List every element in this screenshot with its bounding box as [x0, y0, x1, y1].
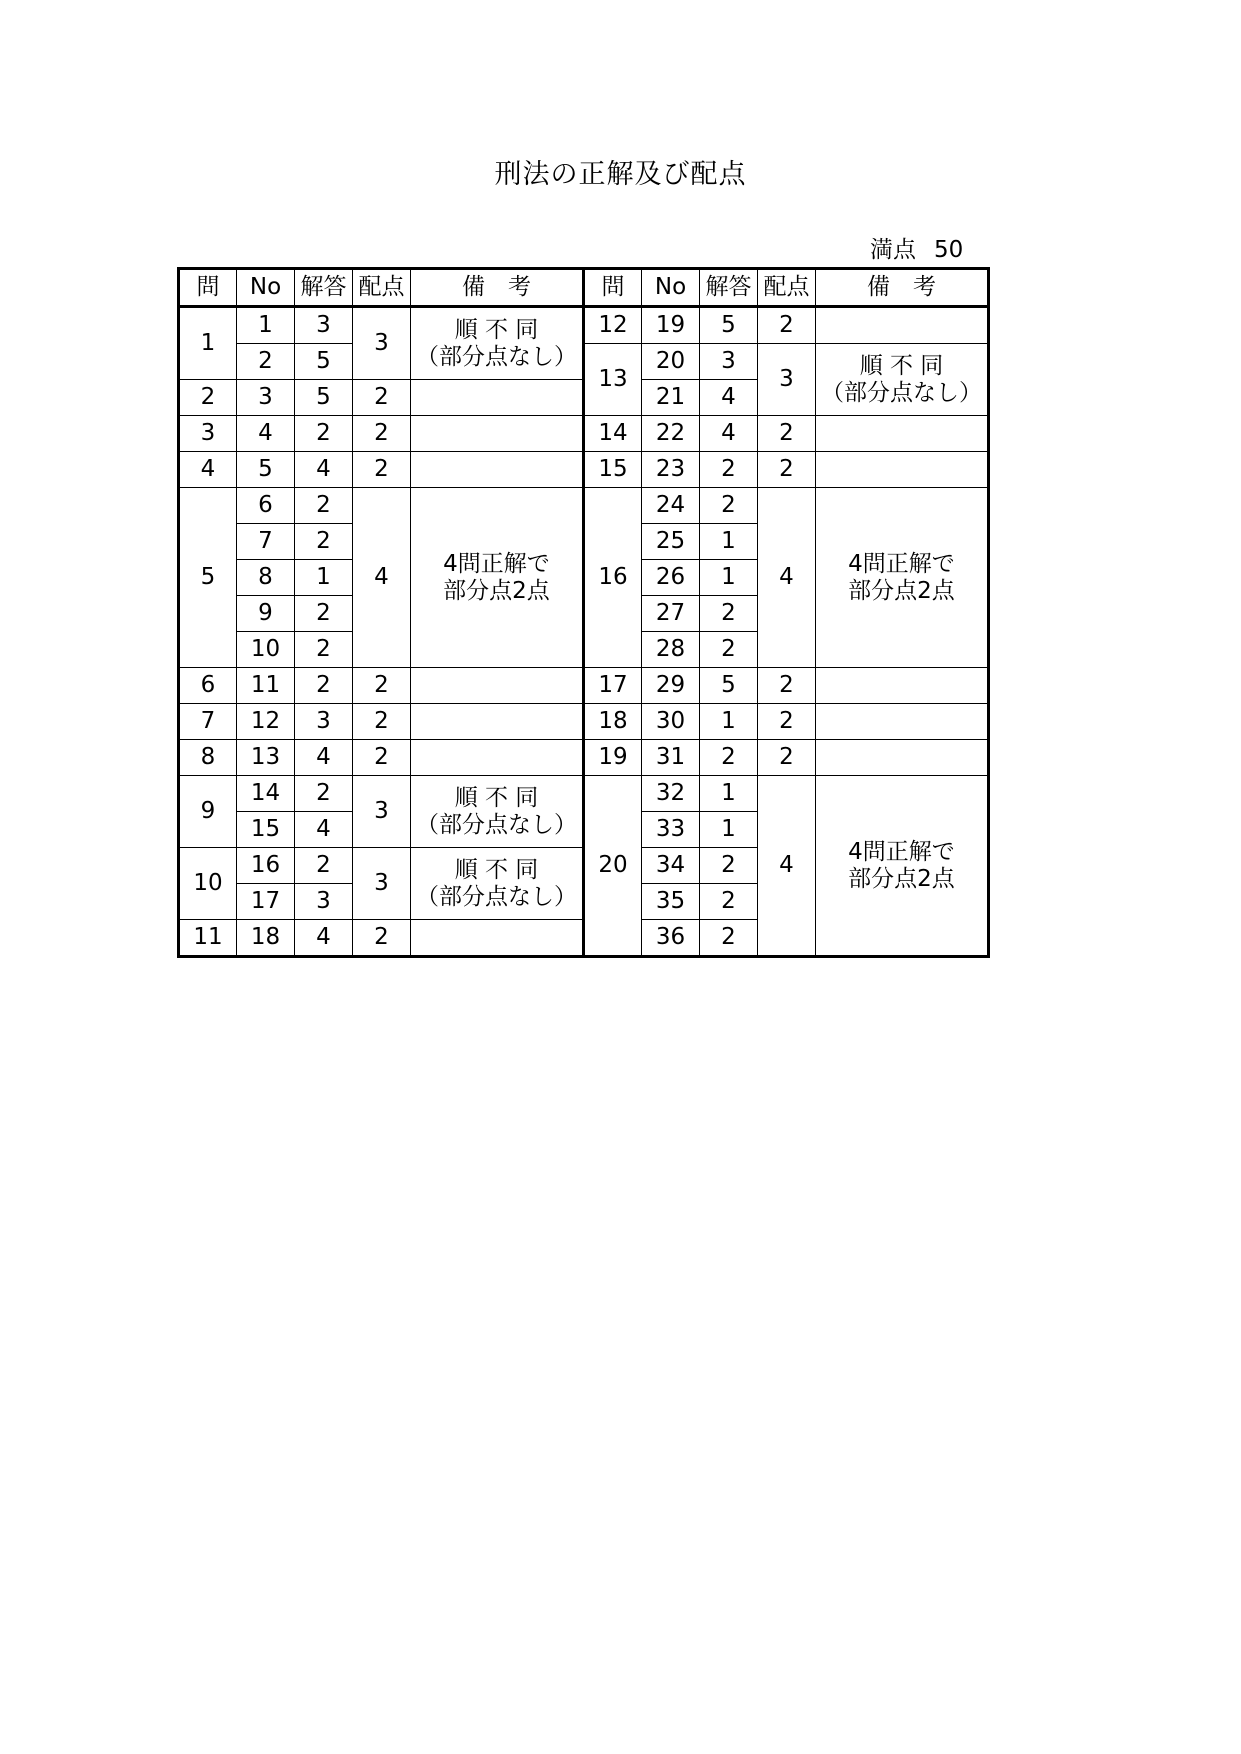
- answer-cell: 2: [700, 884, 758, 920]
- question-cell: 10: [179, 848, 237, 920]
- question-cell: 1: [179, 307, 237, 380]
- no-cell: 28: [642, 632, 700, 668]
- remark-line: （部分点なし）: [416, 883, 577, 910]
- no-cell: 31: [642, 740, 700, 776]
- remark-cell: [411, 488, 584, 668]
- answer-cell: 2: [295, 524, 353, 560]
- page-title: 刑法の正解及び配点: [494, 159, 747, 190]
- answer-cell: 2: [295, 776, 353, 812]
- answer-cell: 4: [295, 740, 353, 776]
- answer-cell: 4: [700, 380, 758, 416]
- answer-cell: 2: [295, 668, 353, 704]
- points-cell: 2: [758, 668, 816, 704]
- answer-cell: 4: [295, 920, 353, 957]
- points-cell: 4: [758, 776, 816, 957]
- remark-cell: [411, 740, 584, 776]
- question-cell: 13: [584, 344, 642, 416]
- header-question: 問: [179, 269, 237, 307]
- points-cell: 3: [758, 344, 816, 416]
- remark-line: 4問正解で: [443, 551, 550, 578]
- remark-cell: [816, 776, 989, 957]
- question-cell: 2: [179, 380, 237, 416]
- answer-cell: 2: [700, 740, 758, 776]
- remark-cell: [816, 307, 989, 344]
- no-cell: 17: [237, 884, 295, 920]
- remark-cell: [816, 668, 989, 704]
- points-cell: 2: [758, 307, 816, 344]
- points-cell: 3: [353, 307, 411, 380]
- full-score-value: 50: [934, 237, 964, 263]
- points-cell: 3: [353, 848, 411, 920]
- no-cell: 1: [237, 307, 295, 344]
- no-cell: 32: [642, 776, 700, 812]
- no-cell: 24: [642, 488, 700, 524]
- answer-cell: 2: [700, 488, 758, 524]
- remark-cell: [816, 488, 989, 668]
- no-cell: 36: [642, 920, 700, 957]
- no-cell: 14: [237, 776, 295, 812]
- header-no: No: [642, 269, 700, 307]
- answer-cell: 2: [700, 848, 758, 884]
- question-cell: 7: [179, 704, 237, 740]
- answer-cell: 4: [700, 416, 758, 452]
- no-cell: 4: [237, 416, 295, 452]
- remark-line: 順 不 同: [454, 317, 539, 344]
- remark-cell: [411, 452, 584, 488]
- remark-cell: [816, 704, 989, 740]
- answer-cell: 2: [295, 488, 353, 524]
- no-cell: 13: [237, 740, 295, 776]
- header-answer: 解答: [700, 269, 758, 307]
- points-cell: 2: [758, 416, 816, 452]
- table-row: [179, 740, 989, 776]
- header-remarks: 備 考: [411, 269, 584, 307]
- answer-cell: 3: [295, 704, 353, 740]
- question-cell: 18: [584, 704, 642, 740]
- answer-cell: 4: [295, 452, 353, 488]
- remark-cell: [816, 740, 989, 776]
- header-no: No: [237, 269, 295, 307]
- full-score: [870, 231, 963, 264]
- question-cell: 9: [179, 776, 237, 848]
- remark-line: 順 不 同: [454, 857, 539, 884]
- question-cell: 8: [179, 740, 237, 776]
- table-row: [179, 776, 989, 812]
- answer-cell: 1: [700, 560, 758, 596]
- remark-line: 4問正解で: [848, 839, 955, 866]
- header-question: 問: [584, 269, 642, 307]
- answer-cell: 2: [700, 920, 758, 957]
- no-cell: 8: [237, 560, 295, 596]
- remark-line: 4問正解で: [848, 551, 955, 578]
- no-cell: 22: [642, 416, 700, 452]
- answer-cell: 2: [295, 848, 353, 884]
- points-cell: 4: [353, 488, 411, 668]
- remark-line: 部分点2点: [848, 865, 955, 892]
- no-cell: 30: [642, 704, 700, 740]
- no-cell: 10: [237, 632, 295, 668]
- question-cell: 15: [584, 452, 642, 488]
- points-cell: 2: [353, 380, 411, 416]
- answer-cell: 5: [295, 344, 353, 380]
- answer-cell: 1: [295, 560, 353, 596]
- no-cell: 33: [642, 812, 700, 848]
- remark-line: （部分点なし）: [416, 811, 577, 838]
- answer-cell: 2: [700, 452, 758, 488]
- answer-table: [177, 267, 990, 958]
- remark-cell: [411, 920, 584, 957]
- no-cell: 20: [642, 344, 700, 380]
- answer-cell: 1: [700, 524, 758, 560]
- answer-cell: 2: [295, 416, 353, 452]
- points-cell: 2: [353, 668, 411, 704]
- table-row: [179, 488, 989, 524]
- points-cell: 4: [758, 488, 816, 668]
- no-cell: 18: [237, 920, 295, 957]
- question-cell: 6: [179, 668, 237, 704]
- answer-cell: 1: [700, 704, 758, 740]
- no-cell: 11: [237, 668, 295, 704]
- answer-cell: 2: [295, 632, 353, 668]
- no-cell: 26: [642, 560, 700, 596]
- remark-cell: [411, 848, 584, 920]
- answer-cell: 2: [295, 596, 353, 632]
- answer-cell: 2: [700, 596, 758, 632]
- header-points: 配点: [758, 269, 816, 307]
- answer-cell: 5: [700, 307, 758, 344]
- table-row: [179, 307, 989, 344]
- header-answer: 解答: [295, 269, 353, 307]
- table-row: [179, 704, 989, 740]
- question-cell: 16: [584, 488, 642, 668]
- remark-cell: [411, 704, 584, 740]
- remark-line: 部分点2点: [443, 577, 550, 604]
- no-cell: 15: [237, 812, 295, 848]
- header-points: 配点: [353, 269, 411, 307]
- remark-cell: [411, 416, 584, 452]
- answer-cell: 3: [700, 344, 758, 380]
- no-cell: 9: [237, 596, 295, 632]
- remark-line: 順 不 同: [859, 353, 944, 380]
- no-cell: 25: [642, 524, 700, 560]
- answer-cell: 4: [295, 812, 353, 848]
- no-cell: 29: [642, 668, 700, 704]
- remark-line: 順 不 同: [454, 785, 539, 812]
- question-cell: 4: [179, 452, 237, 488]
- full-score-label: 満点: [870, 237, 916, 263]
- question-cell: 17: [584, 668, 642, 704]
- no-cell: 6: [237, 488, 295, 524]
- no-cell: 34: [642, 848, 700, 884]
- answer-cell: 1: [700, 812, 758, 848]
- no-cell: 23: [642, 452, 700, 488]
- remark-line: 部分点2点: [848, 577, 955, 604]
- no-cell: 16: [237, 848, 295, 884]
- remark-cell: [411, 668, 584, 704]
- points-cell: 2: [353, 452, 411, 488]
- remark-line: （部分点なし）: [416, 343, 577, 370]
- points-cell: 2: [758, 452, 816, 488]
- table-row: [179, 452, 989, 488]
- points-cell: 2: [758, 704, 816, 740]
- question-cell: 20: [584, 776, 642, 957]
- remark-line: （部分点なし）: [821, 379, 982, 406]
- remark-cell: [816, 416, 989, 452]
- remark-cell: [411, 380, 584, 416]
- points-cell: 2: [353, 740, 411, 776]
- points-cell: 2: [353, 704, 411, 740]
- no-cell: 7: [237, 524, 295, 560]
- no-cell: 2: [237, 344, 295, 380]
- no-cell: 27: [642, 596, 700, 632]
- remark-cell: [816, 452, 989, 488]
- question-cell: 19: [584, 740, 642, 776]
- no-cell: 19: [642, 307, 700, 344]
- answer-cell: 3: [295, 307, 353, 344]
- remark-cell: [816, 344, 989, 416]
- table-row: [179, 668, 989, 704]
- question-cell: 5: [179, 488, 237, 668]
- header-remarks: 備 考: [816, 269, 989, 307]
- remark-cell: [411, 776, 584, 848]
- no-cell: 35: [642, 884, 700, 920]
- points-cell: 2: [758, 740, 816, 776]
- no-cell: 21: [642, 380, 700, 416]
- answer-cell: 3: [295, 884, 353, 920]
- no-cell: 3: [237, 380, 295, 416]
- answer-cell: 1: [700, 776, 758, 812]
- points-cell: 3: [353, 776, 411, 848]
- header-row: [179, 269, 989, 307]
- question-cell: 11: [179, 920, 237, 957]
- no-cell: 12: [237, 704, 295, 740]
- question-cell: 12: [584, 307, 642, 344]
- points-cell: 2: [353, 416, 411, 452]
- table-row: [179, 416, 989, 452]
- remark-cell: [411, 307, 584, 380]
- question-cell: 14: [584, 416, 642, 452]
- answer-cell: 5: [295, 380, 353, 416]
- points-cell: 2: [353, 920, 411, 957]
- no-cell: 5: [237, 452, 295, 488]
- question-cell: 3: [179, 416, 237, 452]
- answer-cell: 2: [700, 632, 758, 668]
- answer-cell: 5: [700, 668, 758, 704]
- table-row: [179, 344, 989, 380]
